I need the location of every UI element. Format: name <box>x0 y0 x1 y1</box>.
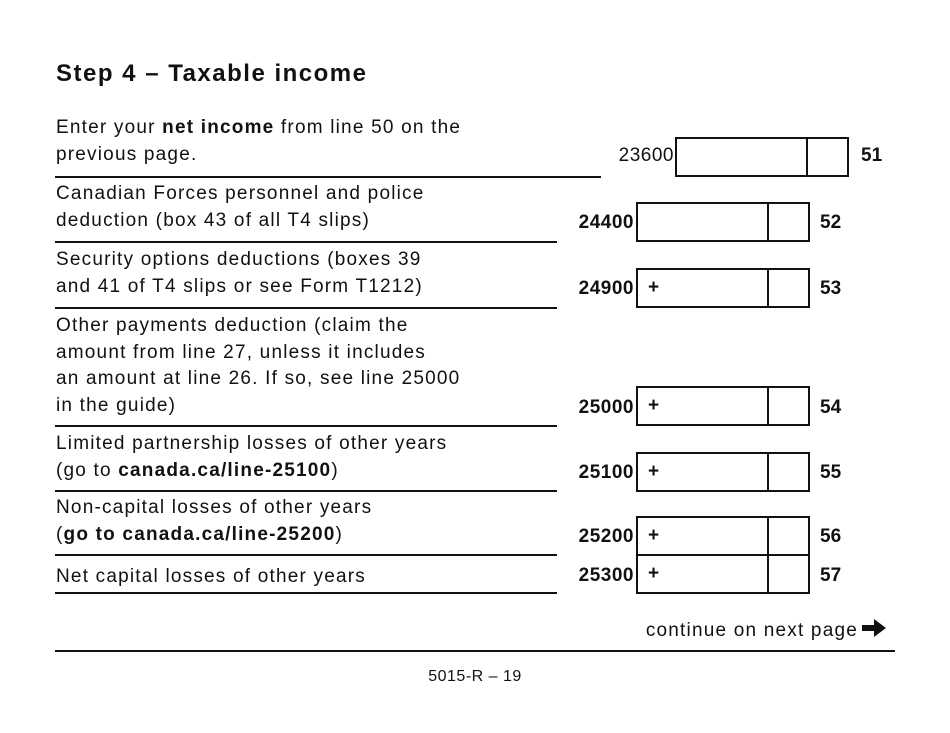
row-57-cents[interactable] <box>769 556 808 592</box>
continue-next-page <box>646 617 888 645</box>
row-55-text-line1: Limited partnership losses of other years <box>56 433 448 454</box>
row-56-rule <box>55 554 557 556</box>
row-55-cents[interactable] <box>769 454 808 490</box>
row-56-cents[interactable] <box>769 518 808 554</box>
row-57-text-line1: Net capital losses of other years <box>56 566 366 587</box>
row-54-text-line1: Other payments deduction (claim the <box>56 315 409 336</box>
row-51-amount-field[interactable] <box>675 137 849 177</box>
row-57-dollars[interactable]: + <box>638 556 769 592</box>
row-53-amount-field[interactable] <box>636 268 810 308</box>
row-52-dollars[interactable] <box>638 204 769 240</box>
section-title: Step 4 – Taxable income <box>56 60 368 87</box>
arrow-right-icon <box>860 617 888 645</box>
row-54-text-line3: an amount at line 26. If so, see line 25000 <box>56 368 461 389</box>
row-51-line-number: 51 <box>861 145 883 166</box>
row-56-text-line1: Non-capital losses of other years <box>56 497 373 518</box>
row-55-link[interactable]: canada.ca/line-25100 <box>118 459 332 481</box>
row-56-amount-field[interactable] <box>636 516 810 556</box>
row-54-cents[interactable] <box>769 388 808 424</box>
row-55-rule <box>55 490 557 492</box>
row-56-code: 25200 <box>578 526 634 547</box>
row-55-text-pre: (go to <box>56 459 119 481</box>
row-55-line-number: 55 <box>820 462 842 483</box>
row-52-line-number: 52 <box>820 212 842 233</box>
row-53-line-number: 53 <box>820 278 842 299</box>
row-53-code: 24900 <box>578 278 634 299</box>
row-55-code: 25100 <box>578 462 634 483</box>
row-55-amount-field[interactable] <box>636 452 810 492</box>
page-bottom-rule <box>55 650 895 652</box>
row-55-dollars[interactable]: + <box>638 454 769 490</box>
row-52-description <box>56 181 425 234</box>
row-56-dollars[interactable]: + <box>638 518 769 554</box>
row-52-amount-field[interactable] <box>636 202 810 242</box>
row-51-cents[interactable] <box>808 139 847 175</box>
row-52-text-line2: deduction (box 43 of all T4 slips) <box>56 209 370 231</box>
row-52-code: 24400 <box>578 212 634 233</box>
row-55-description <box>56 431 447 484</box>
row-53-dollars[interactable]: + <box>638 270 769 306</box>
row-57-line-number: 57 <box>820 565 842 586</box>
row-56-link[interactable]: go to canada.ca/line-25200 <box>63 523 336 545</box>
row-57-code: 25300 <box>578 565 634 586</box>
row-56-line-number: 56 <box>820 526 842 547</box>
row-54-line-number: 54 <box>820 397 842 418</box>
row-52-rule <box>55 241 557 243</box>
row-54-text-line4: in the guide) <box>56 394 177 416</box>
row-52-cents[interactable] <box>769 204 808 240</box>
row-51-text-post: from line 50 on the <box>274 117 462 138</box>
row-53-rule <box>55 307 557 309</box>
row-56-description <box>56 495 372 548</box>
row-52-text-line1: Canadian Forces personnel and police <box>56 183 425 204</box>
row-51-text-line2: previous page. <box>56 143 198 165</box>
row-51-text-bold: net income <box>162 117 275 138</box>
row-56-text-post: ) <box>335 523 344 545</box>
row-55-text-post: ) <box>331 459 339 481</box>
row-54-rule <box>55 425 557 427</box>
row-57-amount-field[interactable] <box>636 554 810 594</box>
row-53-description <box>56 247 423 300</box>
row-57-description <box>56 564 366 591</box>
row-51-text-pre: Enter your <box>56 117 163 138</box>
row-53-text-line1: Security options deductions (boxes 39 <box>56 249 422 270</box>
row-54-code: 25000 <box>578 397 634 418</box>
page-footer: 5015-R – 19 <box>428 668 522 685</box>
row-56-text-pre: ( <box>56 523 64 545</box>
row-51-code: 23600 <box>618 145 674 166</box>
row-54-text-line2: amount from line 27, unless it includes <box>56 341 426 363</box>
row-53-cents[interactable] <box>769 270 808 306</box>
row-53-text-line2: and 41 of T4 slips or see Form T1212) <box>56 275 423 297</box>
row-51-rule <box>55 176 601 178</box>
continue-text: continue on next page <box>645 620 858 641</box>
row-54-dollars[interactable]: + <box>638 388 769 424</box>
row-54-description <box>56 313 460 419</box>
row-51-description <box>56 115 461 168</box>
row-57-rule <box>55 592 557 594</box>
row-54-amount-field[interactable] <box>636 386 810 426</box>
row-51-dollars[interactable] <box>677 139 808 175</box>
